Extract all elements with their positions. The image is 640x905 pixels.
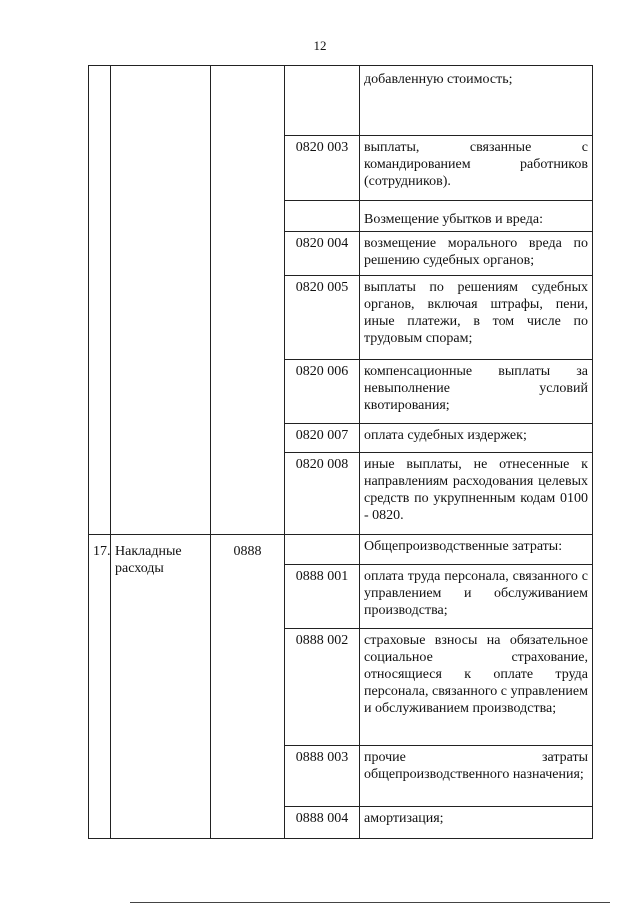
subcode-cell: 0888 001 xyxy=(285,565,360,629)
subcode-cell: 0888 002 xyxy=(285,629,360,746)
description-cell: амортизация; xyxy=(360,807,593,839)
description-cell: добавленную стоимость; xyxy=(360,66,593,136)
subcode-cell: 0820 003 xyxy=(285,136,360,201)
subcode-cell xyxy=(285,201,360,232)
description-cell: Общепроизводственные затраты: xyxy=(360,535,593,565)
page-bottom-edge xyxy=(130,902,610,903)
row-number-cell xyxy=(89,66,111,535)
subcode-cell xyxy=(285,535,360,565)
table-row xyxy=(89,535,593,565)
description-cell: компенсационные выплаты за невыполнение условий квотирования; xyxy=(360,360,593,424)
expense-name-cell xyxy=(111,66,211,535)
expense-name-cell: Накладные расходы xyxy=(111,535,211,839)
description-cell: возмещение морального вреда по решению судебных органов; xyxy=(360,232,593,276)
description-cell: иные выплаты, не отнесенные к направлениям расходования целевых средств по укрупненным кодам 0100 - 0820. xyxy=(360,453,593,535)
subcode-cell: 0888 004 xyxy=(285,807,360,839)
description-cell: прочие затраты общепроизводственного назначения; xyxy=(360,746,593,807)
description-cell: выплаты, связанные с командированием работников (сотрудников). xyxy=(360,136,593,201)
subcode-cell xyxy=(285,66,360,136)
subcode-cell: 0820 008 xyxy=(285,453,360,535)
description-cell: страховые взносы на обязательное социальное страхование, относящиеся к оплате труда персонала, связанного с управлением и обслуживанием производства; xyxy=(360,629,593,746)
description-cell: оплата труда персонала, связанного с управлением и обслуживанием производства; xyxy=(360,565,593,629)
subcode-cell: 0888 003 xyxy=(285,746,360,807)
table-row xyxy=(89,66,593,136)
description-cell: Возмещение убытков и вреда: xyxy=(360,201,593,232)
page-number: 12 xyxy=(313,38,327,53)
subcode-cell: 0820 007 xyxy=(285,424,360,453)
row-number-cell: 17. xyxy=(89,535,111,839)
description-cell: выплаты по решениям судебных органов, включая штрафы, пени, иные платежи, в том числе по трудовым спорам; xyxy=(360,276,593,360)
expense-code-table xyxy=(88,65,593,839)
expense-code-cell: 0888 xyxy=(211,535,285,839)
description-cell: оплата судебных издержек; xyxy=(360,424,593,453)
subcode-cell: 0820 004 xyxy=(285,232,360,276)
subcode-cell: 0820 005 xyxy=(285,276,360,360)
subcode-cell: 0820 006 xyxy=(285,360,360,424)
expense-code-cell xyxy=(211,66,285,535)
